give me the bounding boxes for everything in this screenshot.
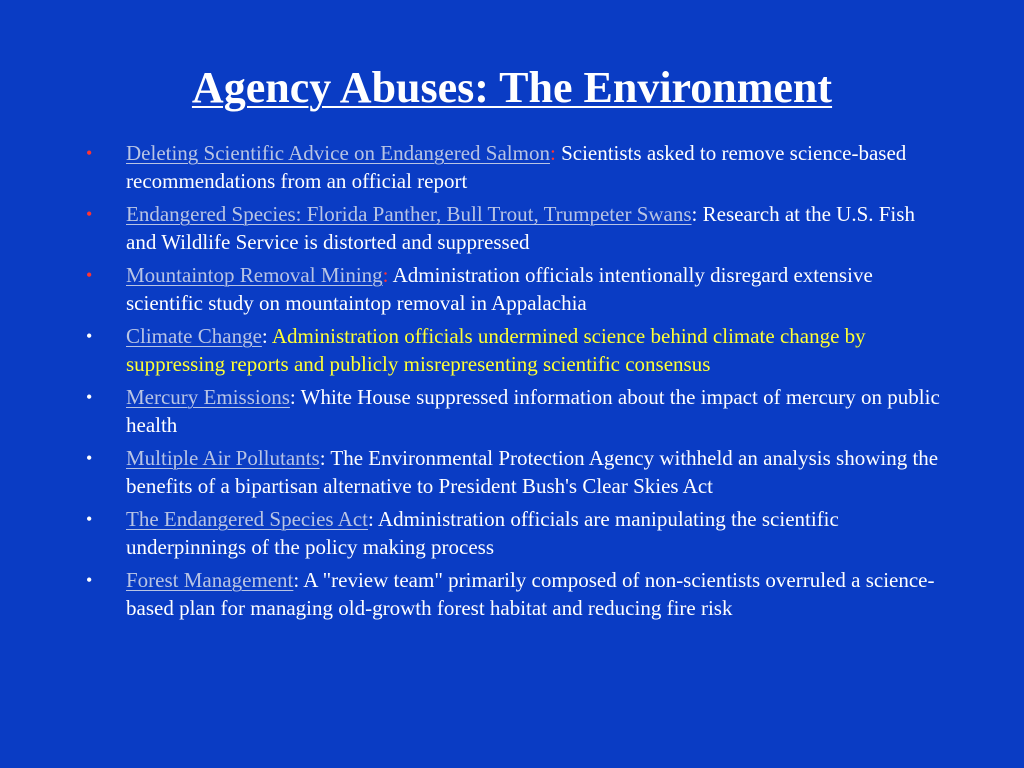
- bullet-item: [84, 140, 944, 195]
- bullet-item: [84, 567, 944, 622]
- bullet-item: [84, 201, 944, 256]
- bullet-text: Administration officials intentionally disregard extensive scientific study on mountaintop removal in Appalachia: [126, 263, 873, 315]
- bullet-text: The Environmental Protection Agency withheld an analysis showing the benefits of a bipartisan alternative to President Bush's Clear Skies Act: [126, 446, 939, 498]
- bullet-item: [84, 384, 944, 439]
- bullet-separator: :: [293, 568, 300, 592]
- bullet-separator: :: [319, 446, 326, 470]
- bullet-link[interactable]: Deleting Scientific Advice on Endangered Salmon: [126, 141, 550, 165]
- bullet-icon: •: [86, 387, 93, 407]
- bullet-link[interactable]: The Endangered Species Act: [126, 507, 368, 531]
- bullet-list: [84, 140, 944, 628]
- bullet-link[interactable]: Multiple Air Pollutants: [126, 446, 320, 470]
- bullet-text: Administration officials undermined science behind climate change by suppressing reports and publicly misrepresenting scientific consensus: [126, 324, 866, 376]
- bullet-text: Administration officials are manipulating the scientific underpinnings of the policy making process: [126, 507, 839, 559]
- bullet-text: Scientists asked to remove science-based recommendations from an official report: [126, 141, 907, 193]
- bullet-icon: •: [86, 265, 93, 285]
- bullet-separator: :: [549, 141, 556, 165]
- bullet-text: Research at the U.S. Fish and Wildlife Service is distorted and suppressed: [126, 202, 915, 254]
- bullet-item: [84, 506, 944, 561]
- bullet-link[interactable]: Forest Management: [126, 568, 294, 592]
- bullet-icon: •: [86, 509, 93, 529]
- bullet-item: [84, 262, 944, 317]
- bullet-item: [84, 323, 944, 378]
- bullet-icon: •: [86, 204, 93, 224]
- bullet-icon: •: [86, 143, 93, 163]
- bullet-icon: •: [86, 448, 93, 468]
- bullet-separator: :: [368, 507, 374, 531]
- bullet-link[interactable]: Mountaintop Removal Mining: [126, 263, 383, 287]
- bullet-text: A "review team" primarily composed of non-scientists overruled a science-based plan for managing old-growth forest habitat and reducing fire risk: [126, 568, 935, 620]
- bullet-item: [84, 445, 944, 500]
- bullet-link[interactable]: Mercury Emissions: [126, 385, 290, 409]
- bullet-icon: •: [86, 570, 93, 590]
- bullet-icon: •: [86, 326, 93, 346]
- bullet-separator: :: [289, 385, 296, 409]
- slide-title: Agency Abuses: The Environment: [191, 63, 833, 112]
- bullet-separator: :: [691, 202, 698, 226]
- bullet-separator: :: [382, 263, 389, 287]
- bullet-link[interactable]: Endangered Species: Florida Panther, Bull Trout, Trumpeter Swans: [126, 202, 692, 226]
- bullet-link[interactable]: Climate Change: [126, 324, 262, 348]
- bullet-separator: :: [261, 324, 268, 348]
- bullet-text: White House suppressed information about the impact of mercury on public health: [126, 385, 940, 437]
